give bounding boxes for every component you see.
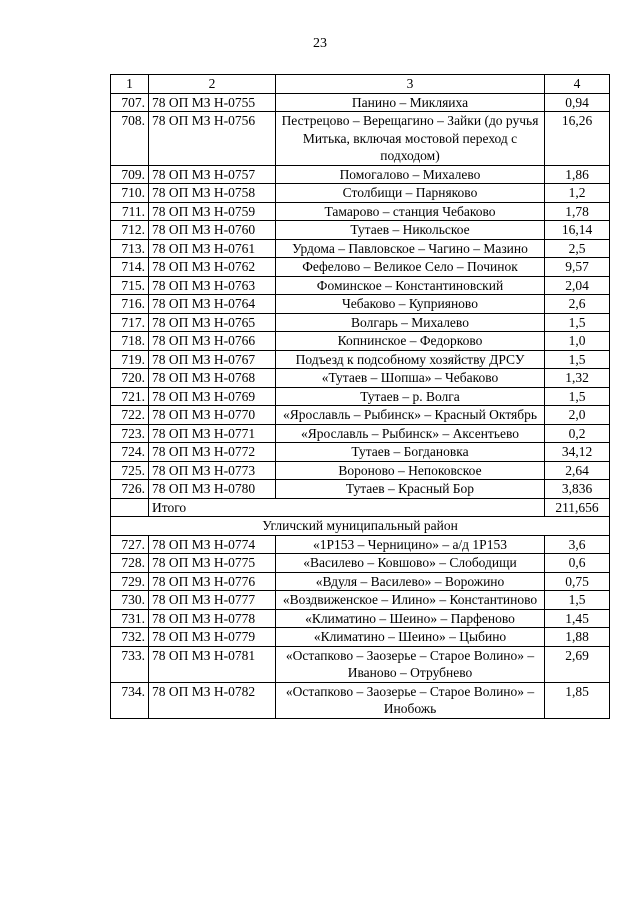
row-number: 727.: [111, 535, 149, 554]
road-length: 16,14: [545, 221, 610, 240]
road-code: 78 ОП МЗ Н-0778: [149, 609, 276, 628]
row-number: 724.: [111, 443, 149, 462]
road-name: «Ярославль – Рыбинск» – Аксентьево: [276, 424, 545, 443]
table-row: [111, 202, 610, 221]
table-row: [111, 609, 610, 628]
row-number: 720.: [111, 369, 149, 388]
total-row: [111, 498, 610, 517]
row-number: 711.: [111, 202, 149, 221]
road-name: Волгарь – Михалево: [276, 313, 545, 332]
road-code: 78 ОП МЗ Н-0762: [149, 258, 276, 277]
table-row: [111, 387, 610, 406]
road-name: Копнинское – Федорково: [276, 332, 545, 351]
road-name: Тутаев – р. Волга: [276, 387, 545, 406]
road-length: 16,26: [545, 112, 610, 166]
table-row: [111, 165, 610, 184]
row-number: 716.: [111, 295, 149, 314]
road-length: 3,6: [545, 535, 610, 554]
road-code: 78 ОП МЗ Н-0770: [149, 406, 276, 425]
table-row: [111, 480, 610, 499]
roads-table-body: [111, 75, 610, 719]
road-code: 78 ОП МЗ Н-0768: [149, 369, 276, 388]
road-name: Панино – Микляиха: [276, 93, 545, 112]
road-length: 1,5: [545, 591, 610, 610]
road-code: 78 ОП МЗ Н-0759: [149, 202, 276, 221]
district-title: Угличский муниципальный район: [111, 517, 610, 536]
road-length: 1,85: [545, 682, 610, 718]
road-name: Пестрецово – Верещагино – Зайки (до ручья Митька, включая мостовой переход с подходом): [276, 112, 545, 166]
road-length: 2,04: [545, 276, 610, 295]
table-row: [111, 572, 610, 591]
road-name: «1Р153 – Черницино» – а/д 1Р153: [276, 535, 545, 554]
total-value: 211,656: [545, 498, 610, 517]
road-length: 3,836: [545, 480, 610, 499]
road-name: Столбищи – Парняково: [276, 184, 545, 203]
road-name: «Вдуля – Василево» – Ворожино: [276, 572, 545, 591]
row-number: 725.: [111, 461, 149, 480]
road-code: 78 ОП МЗ Н-0779: [149, 628, 276, 647]
road-code: 78 ОП МЗ Н-0764: [149, 295, 276, 314]
header-row: [111, 75, 610, 94]
header-col-1: 1: [111, 75, 149, 94]
road-length: 1,86: [545, 165, 610, 184]
row-number: 733.: [111, 646, 149, 682]
table-row: [111, 461, 610, 480]
table-row: [111, 295, 610, 314]
road-name: Тутаев – Богдановка: [276, 443, 545, 462]
road-name: «Василево – Ковшово» – Слободищи: [276, 554, 545, 573]
road-length: 1,0: [545, 332, 610, 351]
road-name: Помогалово – Михалево: [276, 165, 545, 184]
road-name: «Остапково – Заозерье – Старое Волино» – Инобожь: [276, 682, 545, 718]
row-number: 710.: [111, 184, 149, 203]
district-row: [111, 517, 610, 536]
road-code: 78 ОП МЗ Н-0755: [149, 93, 276, 112]
row-number: 731.: [111, 609, 149, 628]
row-number: 732.: [111, 628, 149, 647]
total-empty-cell: [111, 498, 149, 517]
road-code: 78 ОП МЗ Н-0758: [149, 184, 276, 203]
road-length: 2,6: [545, 295, 610, 314]
row-number: 729.: [111, 572, 149, 591]
road-code: 78 ОП МЗ Н-0777: [149, 591, 276, 610]
row-number: 721.: [111, 387, 149, 406]
road-code: 78 ОП МЗ Н-0767: [149, 350, 276, 369]
road-length: 0,2: [545, 424, 610, 443]
row-number: 722.: [111, 406, 149, 425]
road-code: 78 ОП МЗ Н-0761: [149, 239, 276, 258]
table-row: [111, 443, 610, 462]
table-row: [111, 646, 610, 682]
table-row: [111, 276, 610, 295]
table-row: [111, 406, 610, 425]
road-code: 78 ОП МЗ Н-0756: [149, 112, 276, 166]
road-name: Вороново – Непоковское: [276, 461, 545, 480]
road-length: 1,2: [545, 184, 610, 203]
row-number: 715.: [111, 276, 149, 295]
road-length: 2,0: [545, 406, 610, 425]
header-col-4: 4: [545, 75, 610, 94]
table-row: [111, 591, 610, 610]
road-name: Тутаев – Красный Бор: [276, 480, 545, 499]
table-row: [111, 93, 610, 112]
row-number: 717.: [111, 313, 149, 332]
row-number: 723.: [111, 424, 149, 443]
road-length: 1,32: [545, 369, 610, 388]
road-length: 1,88: [545, 628, 610, 647]
road-code: 78 ОП МЗ Н-0780: [149, 480, 276, 499]
row-number: 708.: [111, 112, 149, 166]
road-code: 78 ОП МЗ Н-0766: [149, 332, 276, 351]
road-code: 78 ОП МЗ Н-0782: [149, 682, 276, 718]
road-length: 2,5: [545, 239, 610, 258]
table-row: [111, 535, 610, 554]
road-code: 78 ОП МЗ Н-0772: [149, 443, 276, 462]
road-name: Подъезд к подсобному хозяйству ДРСУ: [276, 350, 545, 369]
road-name: «Климатино – Шеино» – Цыбино: [276, 628, 545, 647]
table-row: [111, 258, 610, 277]
row-number: 713.: [111, 239, 149, 258]
table-row: [111, 628, 610, 647]
header-col-2: 2: [149, 75, 276, 94]
row-number: 714.: [111, 258, 149, 277]
road-code: 78 ОП МЗ Н-0769: [149, 387, 276, 406]
row-number: 709.: [111, 165, 149, 184]
header-col-3: 3: [276, 75, 545, 94]
row-number: 734.: [111, 682, 149, 718]
road-code: 78 ОП МЗ Н-0773: [149, 461, 276, 480]
row-number: 707.: [111, 93, 149, 112]
road-length: 0,75: [545, 572, 610, 591]
road-code: 78 ОП МЗ Н-0775: [149, 554, 276, 573]
road-code: 78 ОП МЗ Н-0771: [149, 424, 276, 443]
table-row: [111, 554, 610, 573]
road-length: 0,94: [545, 93, 610, 112]
road-length: 1,45: [545, 609, 610, 628]
road-length: 0,6: [545, 554, 610, 573]
table-row: [111, 369, 610, 388]
row-number: 718.: [111, 332, 149, 351]
road-code: 78 ОП МЗ Н-0774: [149, 535, 276, 554]
road-code: 78 ОП МЗ Н-0781: [149, 646, 276, 682]
road-name: Чебаково – Куприяново: [276, 295, 545, 314]
road-name: Фефелово – Великое Село – Починок: [276, 258, 545, 277]
road-length: 2,64: [545, 461, 610, 480]
road-name: «Остапково – Заозерье – Старое Волино» – Иваново – Отрубнево: [276, 646, 545, 682]
table-row: [111, 682, 610, 718]
road-code: 78 ОП МЗ Н-0776: [149, 572, 276, 591]
table-row: [111, 350, 610, 369]
road-name: Фоминское – Константиновский: [276, 276, 545, 295]
road-length: 1,5: [545, 350, 610, 369]
road-length: 2,69: [545, 646, 610, 682]
road-length: 9,57: [545, 258, 610, 277]
table-row: [111, 184, 610, 203]
table-row: [111, 239, 610, 258]
road-code: 78 ОП МЗ Н-0757: [149, 165, 276, 184]
road-code: 78 ОП МЗ Н-0760: [149, 221, 276, 240]
row-number: 712.: [111, 221, 149, 240]
roads-table: [110, 74, 610, 719]
row-number: 728.: [111, 554, 149, 573]
table-row: [111, 112, 610, 166]
road-code: 78 ОП МЗ Н-0765: [149, 313, 276, 332]
road-length: 1,5: [545, 313, 610, 332]
road-length: 1,78: [545, 202, 610, 221]
road-name: Урдома – Павловское – Чагино – Мазино: [276, 239, 545, 258]
table-row: [111, 221, 610, 240]
road-name: «Ярославль – Рыбинск» – Красный Октябрь: [276, 406, 545, 425]
row-number: 726.: [111, 480, 149, 499]
row-number: 719.: [111, 350, 149, 369]
table-row: [111, 424, 610, 443]
table-row: [111, 332, 610, 351]
road-name: Тутаев – Никольское: [276, 221, 545, 240]
road-name: «Климатино – Шеино» – Парфеново: [276, 609, 545, 628]
road-length: 34,12: [545, 443, 610, 462]
row-number: 730.: [111, 591, 149, 610]
page-number: 23: [313, 36, 327, 51]
road-name: «Тутаев – Шопша» – Чебаково: [276, 369, 545, 388]
road-code: 78 ОП МЗ Н-0763: [149, 276, 276, 295]
table-row: [111, 313, 610, 332]
total-label: Итого: [149, 498, 545, 517]
road-name: Тамарово – станция Чебаково: [276, 202, 545, 221]
road-name: «Воздвиженское – Илино» – Константиново: [276, 591, 545, 610]
road-length: 1,5: [545, 387, 610, 406]
